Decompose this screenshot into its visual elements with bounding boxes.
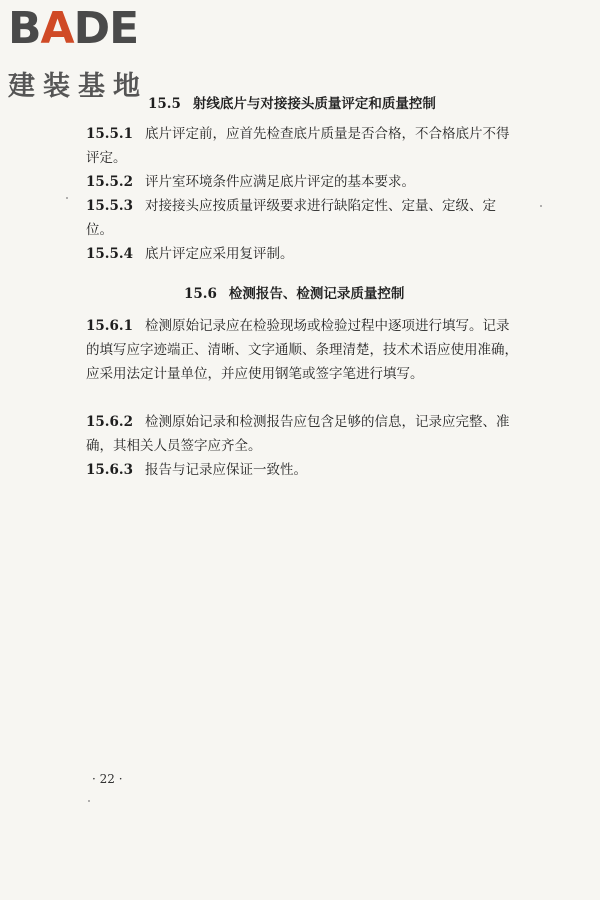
clause-15-5-3: [86, 194, 518, 242]
page-number: · 22 ·: [92, 772, 123, 786]
section-15-6-heading: [184, 282, 404, 302]
clause-15-6-1: [86, 314, 518, 386]
clause-number: 15.5.2: [86, 174, 133, 190]
clause-number: 15.6.3: [86, 462, 133, 478]
clause-15-6-3: [86, 458, 518, 482]
clause-number: 15.6.1: [86, 318, 133, 334]
clause-text: 底片评定前，应首先检查底片质量是否合格，不合格底片不得评定。: [86, 126, 510, 166]
clause-number: 15.6.2: [86, 414, 133, 430]
section-title: 检测报告、检测记录质量控制: [228, 286, 405, 302]
clause-text: 底片评定应采用复评制。: [144, 246, 294, 262]
clause-number: 15.5.4: [86, 246, 133, 262]
clause-15-5-4: [86, 242, 518, 266]
clause-number: 15.5.1: [86, 126, 133, 142]
scan-speck: [88, 800, 90, 802]
clause-text: 检测原始记录应在检验现场或检验过程中逐项进行填写。记录的填写应字迹端正、清晰、文字通顺、条理清楚，技术术语应使用准确，应采用法定计量单位，并应使用钢笔或签字笔进行填写。: [86, 318, 518, 382]
logo-wordmark: BADE: [8, 3, 139, 54]
clause-15-5-2: [86, 170, 518, 194]
clause-text: 报告与记录应保证一致性。: [144, 462, 307, 478]
clause-text: 对接接头应按质量评级要求进行缺陷定性、定量、定级、定位。: [86, 198, 496, 238]
clause-number: 15.5.3: [86, 198, 133, 214]
section-number: 15.5: [148, 96, 181, 112]
clause-text: 检测原始记录和检测报告应包含足够的信息，记录应完整、准确，其相关人员签字应齐全。: [86, 414, 510, 454]
clause-15-5-1: [86, 122, 518, 170]
scan-speck: [540, 205, 542, 207]
section-number: 15.6: [184, 286, 217, 302]
section-15-5-heading: [148, 92, 436, 112]
logo-subtitle: 建装基地: [8, 71, 148, 102]
scan-speck: [66, 197, 68, 199]
clause-15-6-2: [86, 410, 518, 458]
section-title: 射线底片与对接接头质量评定和质量控制: [192, 96, 436, 112]
clause-text: 评片室环境条件应满足底片评定的基本要求。: [144, 174, 415, 190]
